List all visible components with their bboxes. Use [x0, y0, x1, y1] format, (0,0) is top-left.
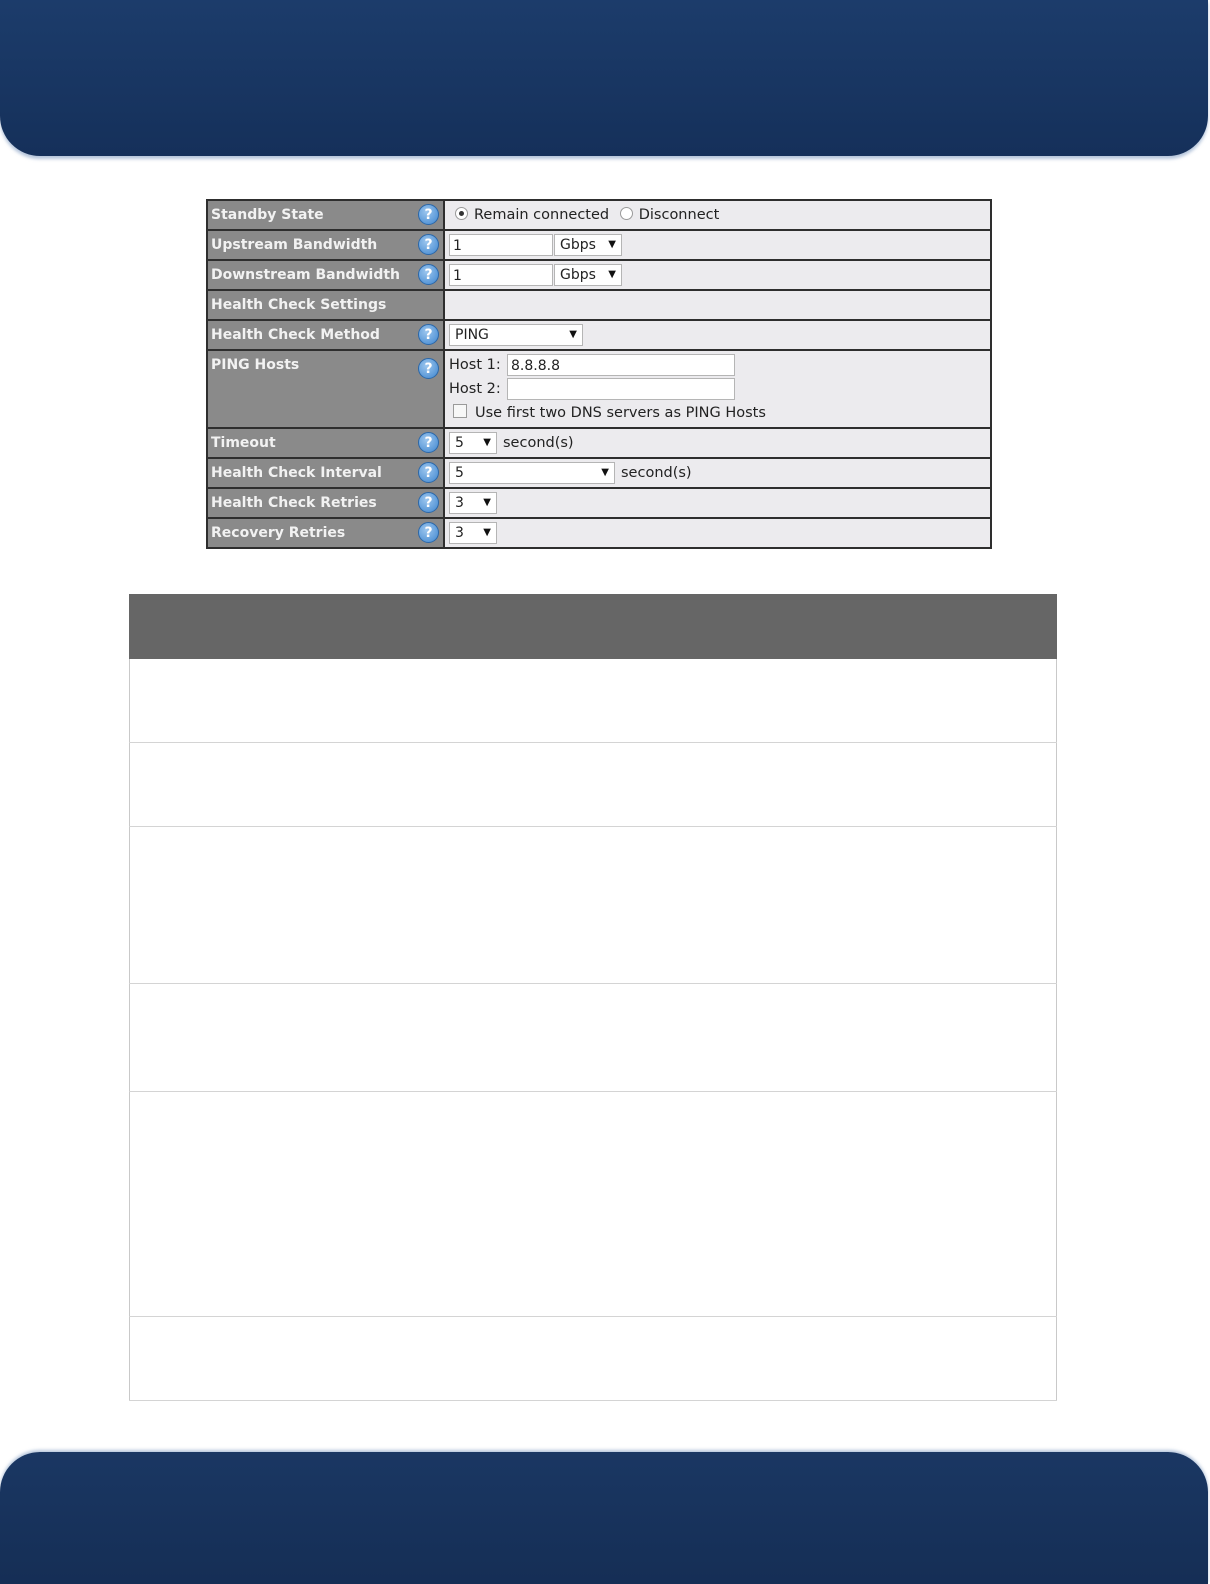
description-header-cell: [130, 595, 1057, 659]
description-header: [130, 595, 1057, 659]
row-upstream-bandwidth: [207, 230, 991, 260]
dns-ping-hosts-checkbox[interactable]: [453, 404, 467, 418]
label-upstream-bandwidth: Upstream Bandwidth ?: [207, 230, 444, 260]
ping-host2-row: [449, 377, 990, 401]
label-timeout: Timeout ?: [207, 428, 444, 458]
dns-ping-hosts-label: Use first two DNS servers as PING Hosts: [475, 405, 766, 421]
help-icon[interactable]: ?: [418, 234, 439, 255]
timeout-unit: second(s): [503, 435, 574, 451]
value-upstream-bandwidth: [444, 230, 991, 260]
host2-label: Host 2:: [449, 381, 501, 397]
description-cell: [130, 1317, 1057, 1401]
value-health-check-retries: [444, 488, 991, 518]
downstream-bandwidth-input[interactable]: 1: [449, 264, 553, 286]
timeout-select[interactable]: 5 ▼: [449, 432, 497, 454]
description-cell: [130, 743, 1057, 827]
caret-down-icon: ▼: [608, 239, 616, 250]
value-standby-state: [444, 200, 991, 230]
upstream-bandwidth-input[interactable]: 1: [449, 234, 553, 256]
downstream-unit-select[interactable]: Gbps ▼: [554, 264, 622, 286]
caret-down-icon: ▼: [608, 269, 616, 280]
label-recovery-retries: Recovery Retries ?: [207, 518, 444, 548]
help-icon[interactable]: ?: [418, 204, 439, 225]
caret-down-icon: ▼: [483, 437, 491, 448]
radio-remain-connected[interactable]: [455, 207, 468, 220]
label-health-check-retries: Health Check Retries ?: [207, 488, 444, 518]
caret-down-icon: ▼: [569, 329, 577, 340]
health-check-retries-select[interactable]: 3 ▼: [449, 492, 497, 514]
radio-disconnect[interactable]: [620, 207, 633, 220]
row-standby-state: [207, 200, 991, 230]
description-row: [130, 827, 1057, 984]
help-icon[interactable]: ?: [418, 358, 439, 379]
row-health-check-interval: [207, 458, 991, 488]
description-cell: [130, 827, 1057, 984]
description-row: [130, 984, 1057, 1092]
description-row: [130, 1092, 1057, 1317]
ping-host1-row: [449, 353, 990, 377]
label-health-check-interval: Health Check Interval ?: [207, 458, 444, 488]
health-check-method-select[interactable]: PING ▼: [449, 324, 583, 346]
help-icon[interactable]: ?: [418, 492, 439, 513]
host2-input[interactable]: [507, 378, 735, 400]
interval-unit: second(s): [621, 465, 692, 481]
radio-disconnect-label: Disconnect: [638, 207, 720, 223]
value-downstream-bandwidth: [444, 260, 991, 290]
caret-down-icon: ▼: [483, 527, 491, 538]
bottom-banner: [0, 1452, 1208, 1584]
label-standby-state: Standby State ?: [207, 200, 444, 230]
health-check-interval-select[interactable]: 5 ▼: [449, 462, 615, 484]
value-ping-hosts: [444, 350, 991, 428]
host1-input[interactable]: 8.8.8.8: [507, 354, 735, 376]
upstream-unit-select[interactable]: Gbps ▼: [554, 234, 622, 256]
label-ping-hosts: PING Hosts ?: [207, 350, 444, 428]
radio-remain-connected-label: Remain connected: [474, 207, 610, 223]
description-row: [130, 1317, 1057, 1401]
caret-down-icon: ▼: [601, 467, 609, 478]
description-cell: [130, 984, 1057, 1092]
help-icon[interactable]: ?: [418, 264, 439, 285]
label-health-check-settings: Health Check Settings: [207, 290, 444, 320]
help-icon[interactable]: ?: [418, 432, 439, 453]
value-timeout: [444, 428, 991, 458]
value-recovery-retries: [444, 518, 991, 548]
row-downstream-bandwidth: [207, 260, 991, 290]
description-cell: [130, 659, 1057, 743]
row-recovery-retries: [207, 518, 991, 548]
row-health-check-settings: [207, 290, 991, 320]
help-icon[interactable]: ?: [418, 324, 439, 345]
row-health-check-retries: [207, 488, 991, 518]
value-health-check-settings: [444, 290, 991, 320]
description-row: [130, 743, 1057, 827]
host1-label: Host 1:: [449, 357, 501, 373]
description-cell: [130, 1092, 1057, 1317]
label-downstream-bandwidth: Downstream Bandwidth ?: [207, 260, 444, 290]
top-banner: [0, 0, 1208, 156]
value-health-check-interval: [444, 458, 991, 488]
row-health-check-method: [207, 320, 991, 350]
recovery-retries-select[interactable]: 3 ▼: [449, 522, 497, 544]
description-row: [130, 659, 1057, 743]
caret-down-icon: ▼: [483, 497, 491, 508]
description-table: [129, 594, 1057, 1401]
wan-settings-panel: [206, 199, 992, 549]
label-health-check-method: Health Check Method ?: [207, 320, 444, 350]
help-icon[interactable]: ?: [418, 522, 439, 543]
row-timeout: [207, 428, 991, 458]
dns-checkbox-row: [449, 401, 990, 425]
value-health-check-method: [444, 320, 991, 350]
row-ping-hosts: [207, 350, 991, 428]
help-icon[interactable]: ?: [418, 462, 439, 483]
